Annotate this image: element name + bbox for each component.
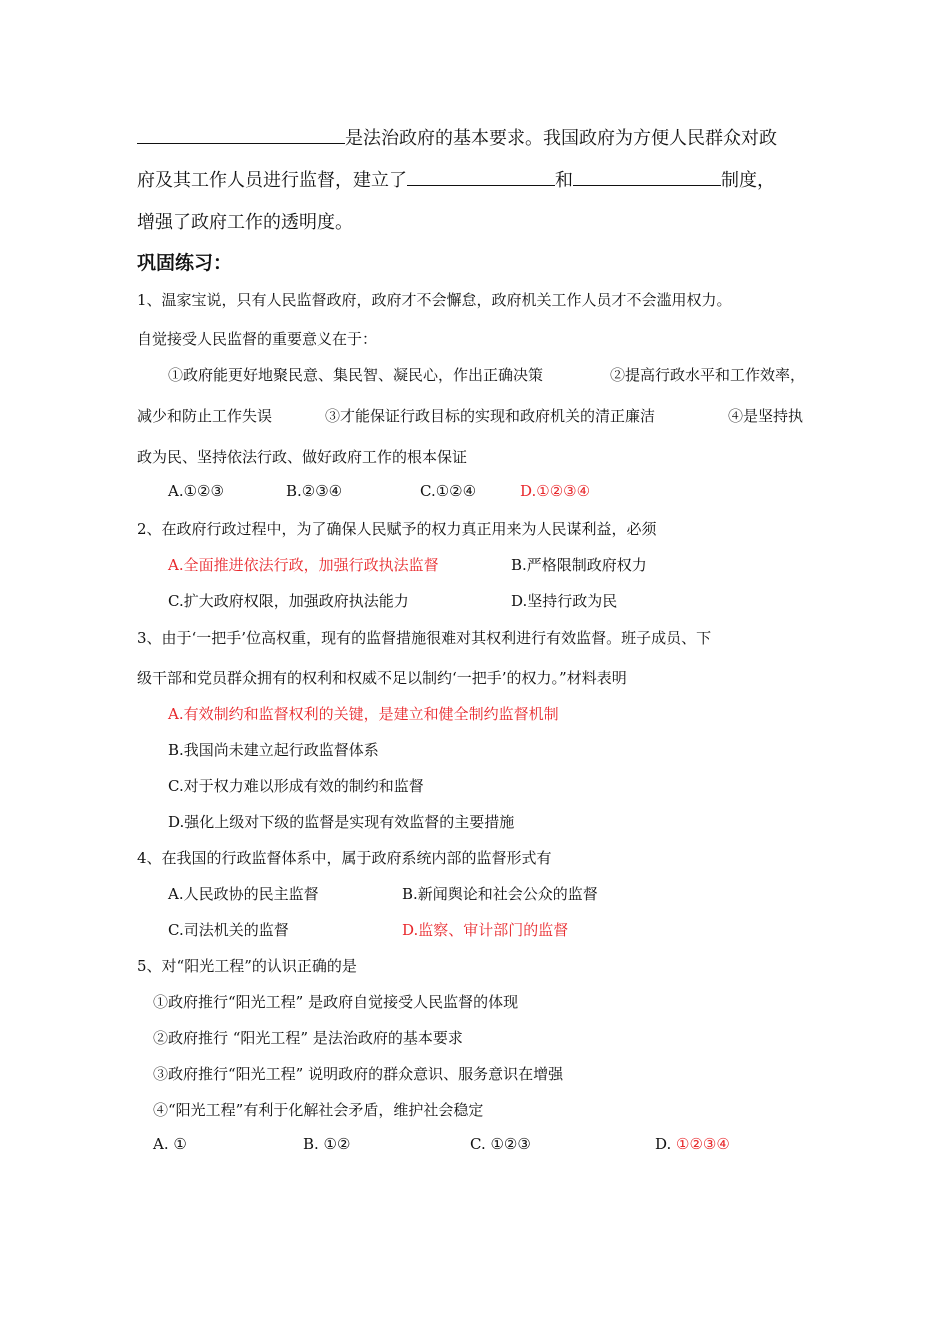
answer-blank-1[interactable] — [137, 127, 345, 144]
intro-line-3: 增强了政府工作的透明度。 — [137, 212, 353, 233]
q4-option-d-answer[interactable]: D.监察、审计部门的监督 — [402, 921, 569, 939]
section-title: 巩固练习： — [137, 252, 233, 274]
q2-stem: 2、在政府行政过程中，为了确保人民赋予的权力真正用来为人民谋利益，必须 — [137, 520, 657, 538]
q1-statement-4: ③才能保证行政目标的实现和政府机关的清正廉洁 — [325, 407, 656, 425]
q3-option-a-answer[interactable]: A.有效制约和监督权利的关键，是建立和健全制约监督机制 — [168, 705, 559, 723]
intro-line-1-text: 是法治政府的基本要求。我国政府为方便人民群众对政 — [345, 128, 777, 149]
q1-statement-6: 政为民、坚持依法行政、做好政府工作的根本保证 — [137, 448, 468, 466]
q5-option-b[interactable]: B. ①② — [303, 1135, 351, 1153]
intro-line-1 — [137, 124, 777, 150]
q5-option-d-label: D. — [655, 1135, 677, 1153]
q1-option-d-answer[interactable]: D.①②③④ — [520, 482, 591, 500]
q1-stem-1: 1、温家宝说，只有人民监督政府，政府才不会懈怠，政府机关工作人员才不会滥用权力。 — [137, 291, 732, 309]
q3-option-d[interactable]: D.强化上级对下级的监督是实现有效监督的主要措施 — [168, 813, 515, 831]
q5-statement-1: ①政府推行“阳光工程” 是政府自觉接受人民监督的体现 — [153, 993, 519, 1011]
q1-option-b[interactable]: B.②③④ — [286, 482, 343, 500]
intro-line-2 — [137, 166, 775, 192]
q5-statement-4: ④“阳光工程”有利于化解社会矛盾，维护社会稳定 — [153, 1101, 484, 1119]
q1-stem-2: 自觉接受人民监督的重要意义在于： — [137, 330, 378, 348]
q3-stem-2: 级干部和党员群众拥有的权利和权威不足以制约‘一把手’的权力。”材料表明 — [137, 669, 627, 687]
q4-option-b[interactable]: B.新闻舆论和社会公众的监督 — [402, 885, 598, 903]
q1-option-c[interactable]: C.①②④ — [420, 482, 477, 500]
q4-option-a[interactable]: A.人民政协的民主监督 — [168, 885, 319, 903]
q2-option-c[interactable]: C.扩大政府权限，加强政府执法能力 — [168, 592, 409, 610]
q5-option-d-answer: ①②③④ — [676, 1135, 730, 1153]
answer-blank-2[interactable] — [407, 169, 555, 186]
q3-option-b[interactable]: B.我国尚未建立起行政监督体系 — [168, 741, 379, 759]
q2-option-a-answer[interactable]: A.全面推进依法行政，加强行政执法监督 — [168, 556, 439, 574]
q5-statement-2: ②政府推行 “阳光工程” 是法治政府的基本要求 — [153, 1029, 463, 1047]
q2-option-d[interactable]: D.坚持行政为民 — [511, 592, 618, 610]
q5-statement-3: ③政府推行“阳光工程” 说明政府的群众意识、服务意识在增强 — [153, 1065, 564, 1083]
q4-option-c[interactable]: C.司法机关的监督 — [168, 921, 289, 939]
q5-option-c[interactable]: C. ①②③ — [470, 1135, 531, 1153]
q5-option-a[interactable]: A. ① — [153, 1135, 187, 1153]
q3-option-c[interactable]: C.对于权力难以形成有效的制约和监督 — [168, 777, 424, 795]
q1-statement-5: ④是坚持执 — [728, 407, 804, 425]
intro-line-2-b: 和 — [555, 170, 573, 191]
q1-statement-3: 减少和防止工作失误 — [137, 407, 273, 425]
intro-line-2-a: 府及其工作人员进行监督，建立了 — [137, 170, 407, 191]
q1-statement-1: ①政府能更好地聚民意、集民智、凝民心，作出正确决策 — [168, 366, 544, 384]
q4-stem: 4、在我国的行政监督体系中，属于政府系统内部的监督形式有 — [137, 849, 552, 867]
answer-blank-3[interactable] — [573, 169, 721, 186]
q1-option-a[interactable]: A.①②③ — [168, 482, 224, 500]
intro-line-2-c: 制度， — [721, 170, 775, 191]
q5-option-d[interactable] — [655, 1135, 730, 1153]
q5-stem: 5、对“阳光工程”的认识正确的是 — [137, 957, 357, 975]
q2-option-b[interactable]: B.严格限制政府权力 — [511, 556, 647, 574]
q1-statement-2: ②提高行政水平和工作效率， — [610, 366, 806, 384]
q3-stem-1: 3、由于‘一把手’位高权重，现有的监督措施很难对其权利进行有效监督。班子成员、下 — [137, 629, 712, 647]
